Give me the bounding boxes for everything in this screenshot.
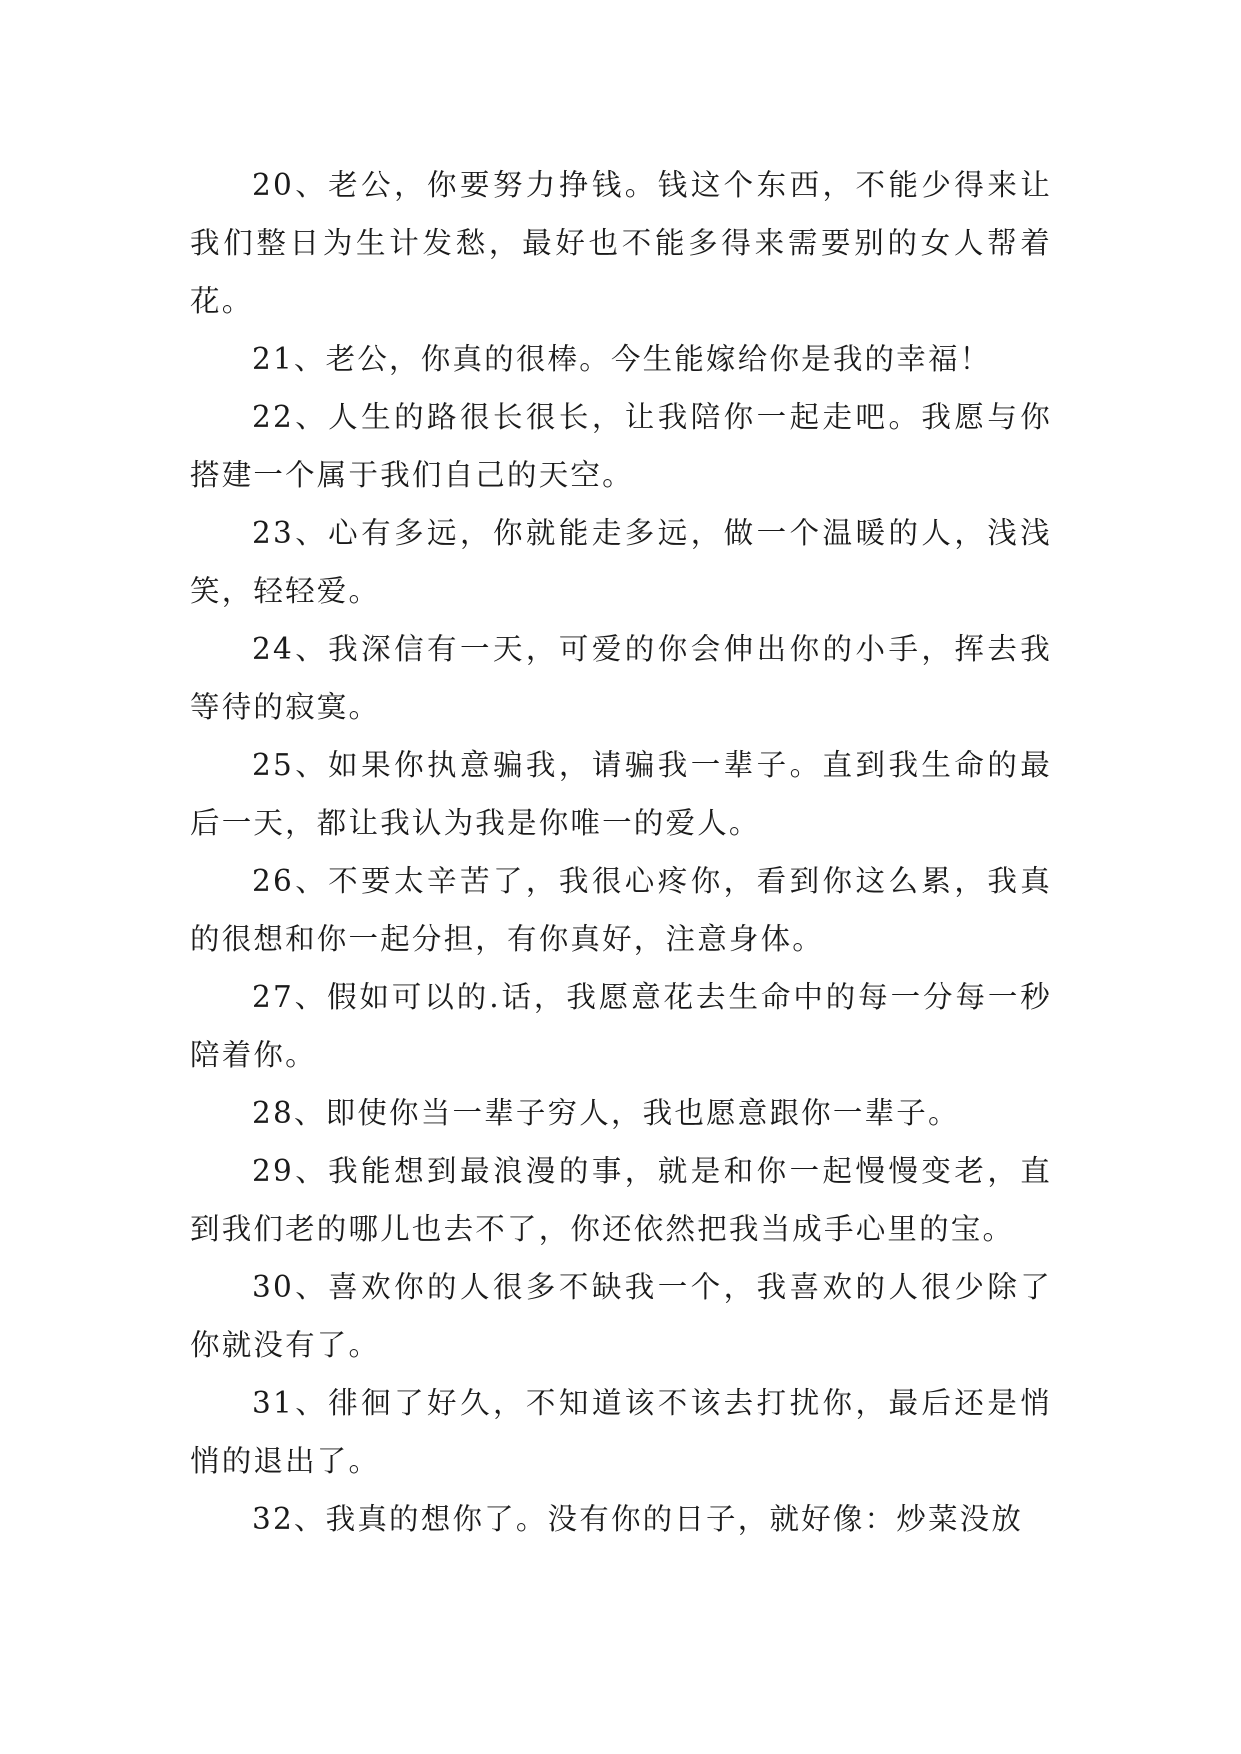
paragraph-25: 25、如果你执意骗我，请骗我一辈子。直到我生命的最后一天，都让我认为我是你唯一的爱人。 (190, 748, 1052, 840)
document-body (190, 156, 1052, 1548)
paragraph-27: 27、假如可以的.话，我愿意花去生命中的每一分每一秒陪着你。 (190, 980, 1052, 1072)
paragraph-26: 26、不要太辛苦了，我很心疼你，看到你这么累，我真的很想和你一起分担，有你真好，注意身体。 (190, 864, 1052, 956)
paragraph-21: 21、老公，你真的很棒。今生能嫁给你是我的幸福！ (252, 342, 992, 376)
paragraph-28: 28、即使你当一辈子穷人，我也愿意跟你一辈子。 (252, 1096, 960, 1130)
paragraph-31: 31、徘徊了好久，不知道该不该去打扰你，最后还是悄悄的退出了。 (190, 1386, 1052, 1478)
paragraph-22: 22、人生的路很长很长，让我陪你一起走吧。我愿与你搭建一个属于我们自己的天空。 (190, 400, 1052, 492)
paragraph-23: 23、心有多远，你就能走多远，做一个温暖的人，浅浅笑，轻轻爱。 (190, 516, 1052, 608)
paragraph-24: 24、我深信有一天，可爱的你会伸出你的小手，挥去我等待的寂寞。 (190, 632, 1052, 724)
paragraph-32: 32、我真的想你了。没有你的日子，就好像：炒菜没放 (252, 1502, 1024, 1536)
paragraph-20: 20、老公，你要努力挣钱。钱这个东西，不能少得来让我们整日为生计发愁，最好也不能多得来需要别的女人帮着花。 (190, 168, 1052, 318)
paragraph-29: 29、我能想到最浪漫的事，就是和你一起慢慢变老，直到我们老的哪儿也去不了，你还依然把我当成手心里的宝。 (190, 1154, 1052, 1246)
paragraph-30: 30、喜欢你的人很多不缺我一个，我喜欢的人很少除了你就没有了。 (190, 1270, 1052, 1362)
